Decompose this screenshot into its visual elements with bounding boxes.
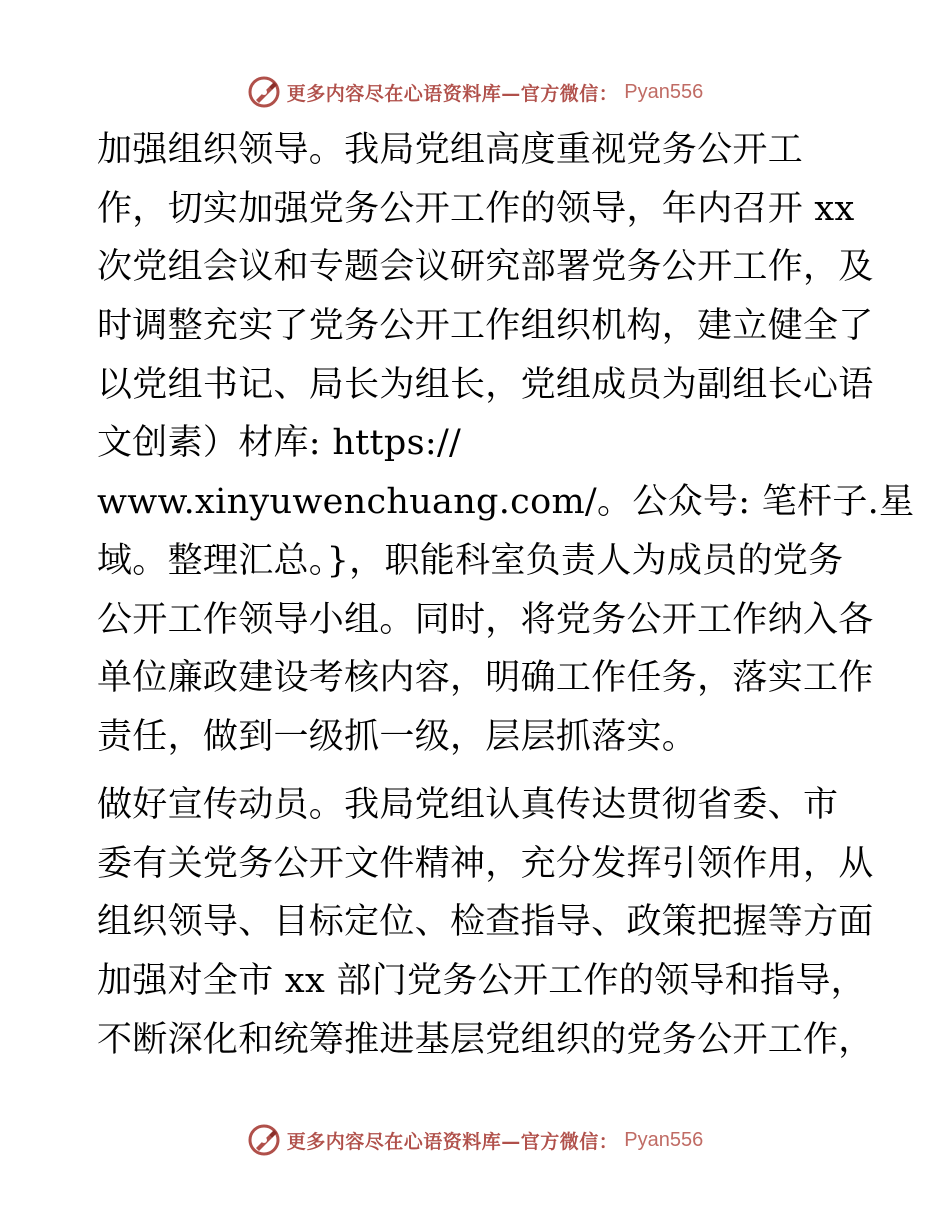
text-line: 加强对全市 xx 部门党务公开工作的领导和指导， xyxy=(97,961,866,1002)
header-banner-wechat-id: Pyan556 xyxy=(624,80,704,103)
text-line: 公开工作领导小组。同时，将党务公开工作纳入各 xyxy=(97,599,874,640)
footer-banner-text: 更多内容尽在心语资料库—官方微信： xyxy=(286,1130,619,1153)
paragraph-publicity-mobilization xyxy=(97,776,874,1069)
text-line: 以党组书记、局长为组长，党组成员为副组长心语 xyxy=(97,364,874,405)
footer-banner-wechat-id: Pyan556 xyxy=(624,1128,704,1151)
header-banner xyxy=(0,72,950,112)
paragraph-organization-leadership xyxy=(97,121,915,767)
text-line: 组织领导、目标定位、检查指导、政策把握等方面 xyxy=(97,902,874,943)
text-line: 委有关党务公开文件精神，充分发挥引领作用，从 xyxy=(97,843,874,884)
header-banner-text: 更多内容尽在心语资料库—官方微信： xyxy=(286,82,619,105)
text-line: 作，切实加强党务公开工作的领导，年内召开 xx xyxy=(97,188,855,229)
text-line: 责任，做到一级抓一级，层层抓落实。 xyxy=(97,716,698,757)
footer-banner xyxy=(0,1120,950,1160)
text-line: www.xinyuwenchuang.com/。公众号: 笔杆子.星 xyxy=(97,482,915,523)
text-line: 单位廉政建设考核内容，明确工作任务，落实工作 xyxy=(97,658,874,699)
text-line: 文创素）材库: https:// xyxy=(97,423,462,464)
text-line: 做好宣传动员。我局党组认真传达贯彻省委、市 xyxy=(97,785,839,825)
text-line: 时调整充实了党务公开工作组织机构，建立健全了 xyxy=(97,306,874,347)
text-line: 加强组织领导。我局党组高度重视党务公开工 xyxy=(97,130,804,170)
pen-logo-icon xyxy=(247,75,281,109)
text-line: 不断深化和统筹推进基层党组织的党务公开工作， xyxy=(97,1019,874,1060)
text-line: 次党组会议和专题会议研究部署党务公开工作，及 xyxy=(97,247,874,288)
pen-logo-icon xyxy=(247,1123,281,1157)
text-line: 域。整理汇总。}，职能科室负责人为成员的党务 xyxy=(97,540,844,581)
